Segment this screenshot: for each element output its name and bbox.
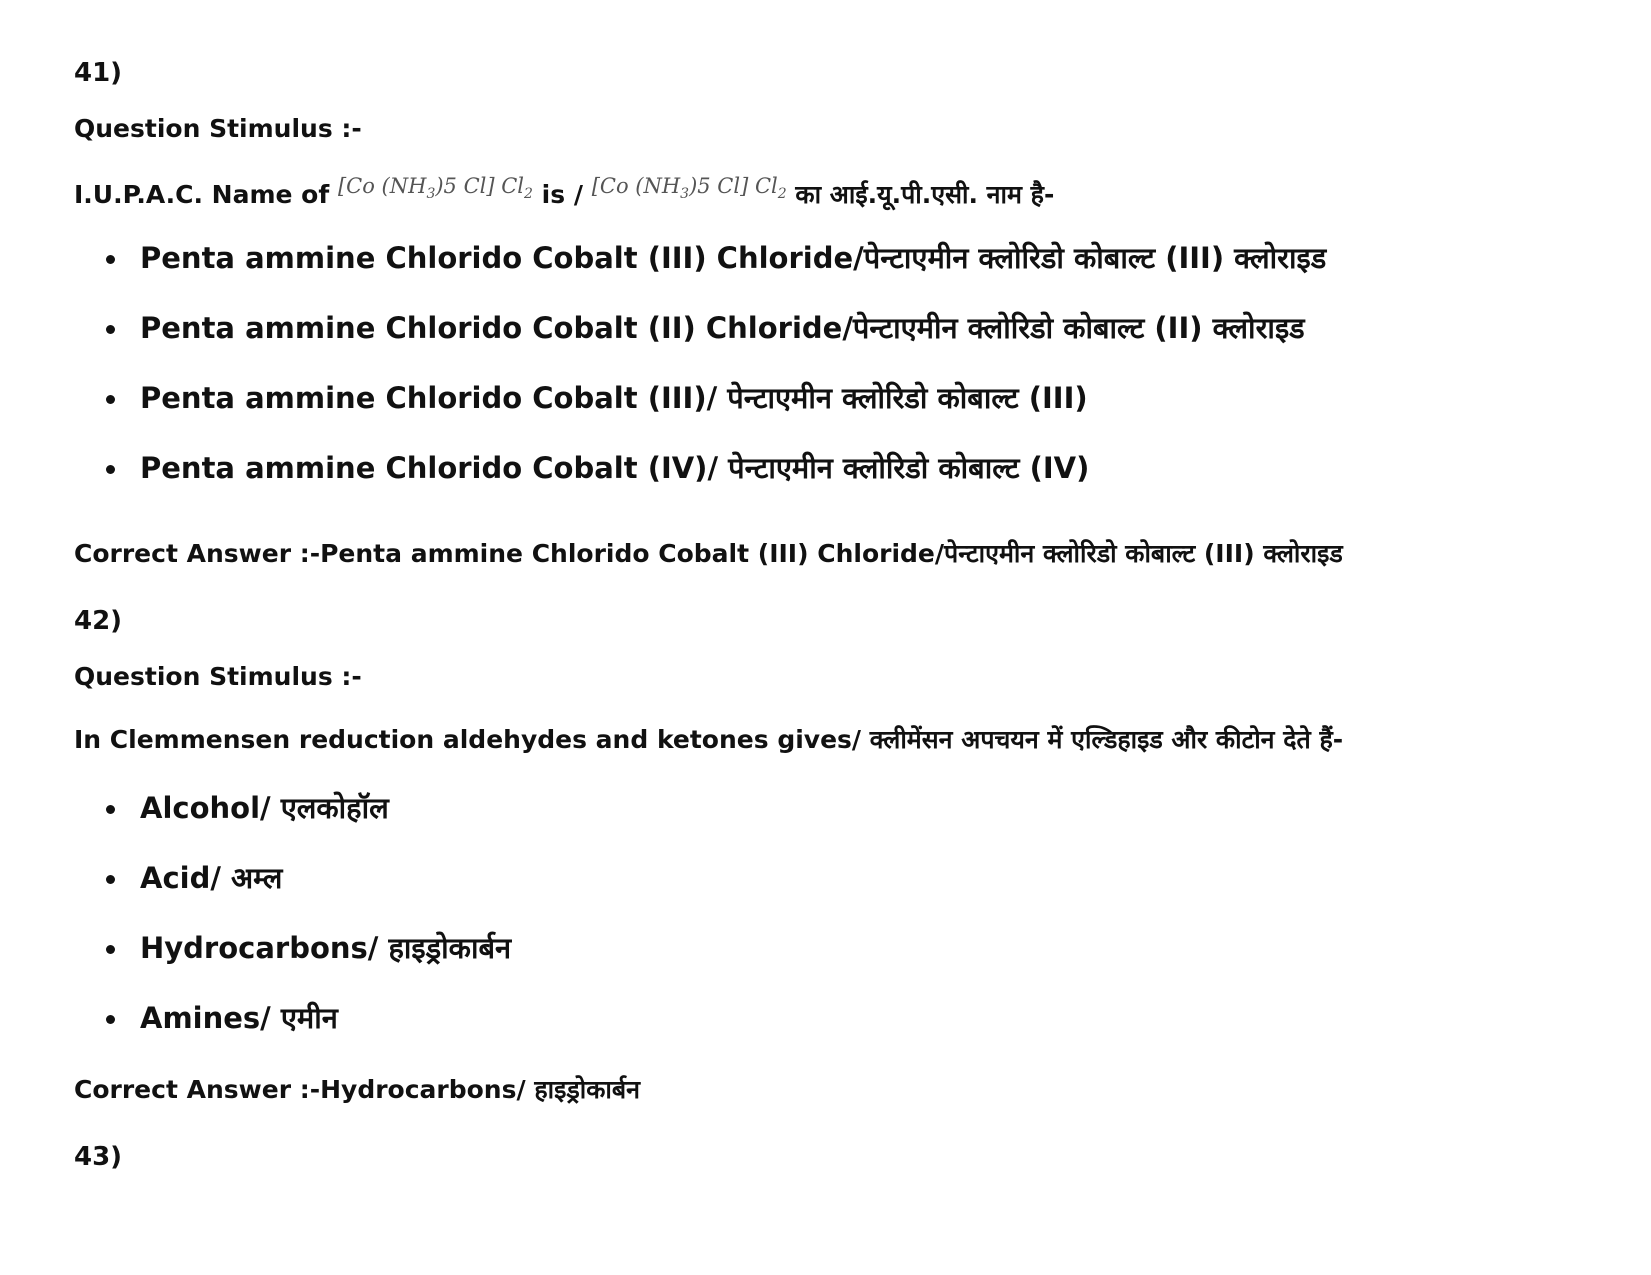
option-item: Penta ammine Chlorido Cobalt (IV)/ पेन्टाएमीन क्लोरिडो कोबाल्ट (IV) — [104, 450, 1326, 520]
options-list — [104, 240, 1326, 520]
option-item: Hydrocarbons/ हाइड्रोकार्बन — [104, 930, 511, 1000]
option-item: Acid/ अम्ल — [104, 860, 511, 930]
stem-prefix: I.U.P.A.C. Name of — [74, 180, 330, 209]
question-number: 42) — [74, 606, 123, 636]
option-item: Alcohol/ एलकोहॉल — [104, 790, 511, 860]
stem-middle: is / — [541, 180, 583, 209]
question-stimulus-label: Question Stimulus :- — [74, 114, 362, 143]
correct-answer: Correct Answer :-Penta ammine Chlorido Cobalt (III) Chloride/पेन्टाएमीन क्लोरिडो कोबाल्ट (III) क्लोराइड — [74, 539, 1343, 568]
question-stem: In Clemmensen reduction aldehydes and ketones gives/ क्लीमेंसन अपचयन में एल्डिहाइड और कीटोन देते हैं- — [74, 725, 1344, 754]
question-number: 41) — [74, 58, 123, 88]
option-item: Penta ammine Chlorido Cobalt (III)/ पेन्टाएमीन क्लोरिडो कोबाल्ट (III) — [104, 380, 1326, 450]
correct-answer: Correct Answer :-Hydrocarbons/ हाइड्रोकार्बन — [74, 1075, 641, 1104]
question-stimulus-label: Question Stimulus :- — [74, 662, 362, 691]
option-item: Penta ammine Chlorido Cobalt (II) Chloride/पेन्टाएमीन क्लोरिडो कोबाल्ट (II) क्लोराइड — [104, 310, 1326, 380]
chemical-formula: [Co (NH3)5 Cl] Cl2 — [337, 174, 533, 203]
question-stem — [74, 174, 1054, 211]
question-number: 43) — [74, 1142, 123, 1172]
options-list — [104, 790, 511, 1070]
option-item: Penta ammine Chlorido Cobalt (III) Chloride/पेन्टाएमीन क्लोरिडो कोबाल्ट (III) क्लोराइड — [104, 240, 1326, 310]
option-item: Amines/ एमीन — [104, 1000, 511, 1070]
chemical-formula: [Co (NH3)5 Cl] Cl2 — [591, 174, 787, 203]
stem-suffix: का आई.यू.पी.एसी. नाम है- — [795, 180, 1055, 209]
